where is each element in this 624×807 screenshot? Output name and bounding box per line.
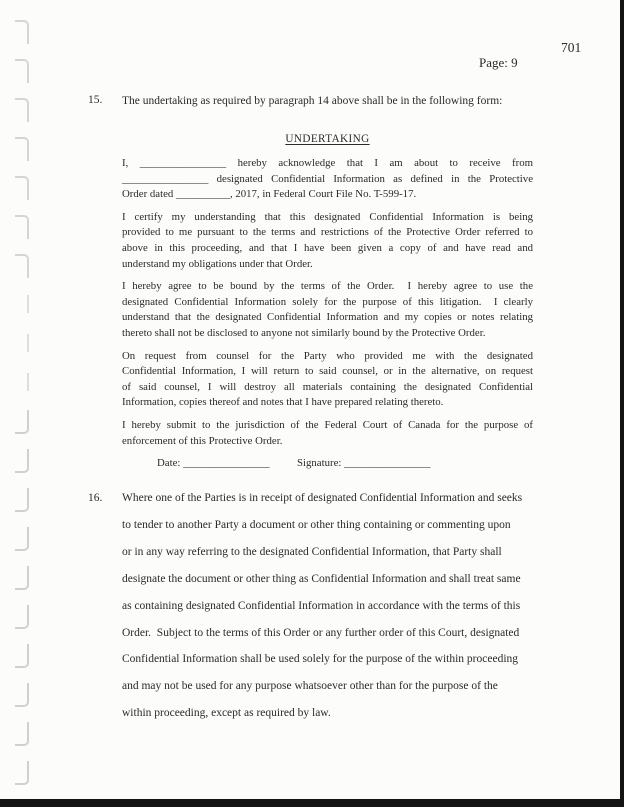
undertaking-paragraph [122, 349, 533, 411]
undertaking-line: I hereby submit to the jurisdiction of the Federal Court of Canada for the purpose of [122, 418, 533, 431]
undertaking-line: designated Confidential Information solely for the purpose of this litigation. I clearly [122, 295, 533, 308]
undertaking-line: understand my obligations under that Order. [122, 257, 313, 270]
signature-label: Signature: [297, 457, 342, 470]
binding-mark [15, 644, 29, 668]
undertaking-paragraph [122, 156, 533, 203]
binding-mark [15, 373, 29, 391]
binding-mark [15, 410, 29, 434]
undertaking-section [122, 132, 533, 472]
undertaking-line: I hereby agree to be bound by the terms of the Order. I hereby agree to use the [122, 280, 533, 293]
binding-mark [15, 137, 29, 161]
paragraph-16-line: as containing designated Confidential Information in accordance with the terms of this [122, 599, 521, 612]
paragraph-16-line: Order. Subject to the terms of this Order or any further order of this Court, designated [122, 626, 520, 639]
paragraph-16-line: Where one of the Parties is in receipt of designated Confidential Information and seeks [122, 492, 523, 504]
paragraph-16-line: designate the document or other thing as Confidential Information and shall treat same [122, 572, 521, 585]
binding-mark [15, 176, 29, 200]
binding-mark [15, 761, 29, 785]
paragraph-15-number: 15. [88, 94, 103, 106]
binding-mark [15, 254, 29, 278]
scan-edge-bottom [0, 799, 624, 807]
undertaking-line: provided to me pursuant to the terms and restrictions of the Protective Order referred to [122, 226, 533, 239]
paragraph-15-text: The undertaking as required by paragraph 14 above shall be in the following form: [122, 95, 503, 107]
undertaking-line: ________________ designated Confidential Information as defined in the Protective [122, 172, 533, 185]
paragraph-16-line: to tender to another Party a document or other thing containing or commenting upon [122, 518, 511, 531]
undertaking-line: thereto shall not be disclosed to anyone not similarly bound by the Protective Order. [122, 326, 486, 339]
undertaking-title: UNDERTAKING [285, 133, 370, 145]
signature-blank: ________________ [344, 457, 431, 470]
binding-mark [15, 59, 29, 83]
paragraph-16-line: and may not be used for any purpose whatsoever other than for the purpose of the [122, 680, 498, 693]
undertaking-line: I, ________________ hereby acknowledge that I am about to receive from [122, 157, 533, 169]
undertaking-line: understand that the designated Confidential Information and my copies or notes relating [122, 311, 533, 324]
paragraph-16-line: within proceeding, except as required by law. [122, 707, 331, 720]
paragraph-16-line: or in any way referring to the designated Confidential Information, that Party shall [122, 545, 502, 558]
undertaking-paragraphs [122, 156, 533, 449]
undertaking-paragraph [122, 418, 533, 449]
paragraph-16-number: 16. [88, 492, 103, 504]
paragraph-16-text [122, 485, 558, 727]
paragraph-16-line: Confidential Information shall be used solely for the purpose of the within proceeding [122, 653, 519, 666]
undertaking-paragraph [122, 210, 533, 272]
binding-mark [15, 449, 29, 473]
page-number-label: Page: 9 [479, 55, 518, 70]
date-blank: ________________ [183, 457, 270, 470]
undertaking-line: above in this proceeding, and that I have been given a copy of and have read and [122, 241, 533, 254]
date-label: Date: [157, 457, 181, 470]
binding-mark [15, 98, 29, 122]
undertaking-line: Confidential Information, I will return to said counsel, or in the alternative, on request [122, 365, 533, 378]
undertaking-line: I certify my understanding that this designated Confidential Information is being [122, 210, 533, 223]
undertaking-paragraph [122, 279, 533, 341]
binding-mark [15, 295, 29, 313]
binding-mark [15, 334, 29, 352]
date-field [157, 456, 269, 472]
scan-edge-right [620, 0, 624, 807]
date-signature-row [122, 456, 533, 472]
binding-mark [15, 722, 29, 746]
binding-mark [15, 566, 29, 590]
undertaking-line: On request from counsel for the Party who provided me with the designated [122, 349, 533, 362]
binding-mark [15, 527, 29, 551]
undertaking-line: Information, copies thereof and notes that I have prepared relating thereto. [122, 396, 444, 409]
binding-mark [15, 683, 29, 707]
binding-mark [15, 215, 29, 239]
binding-mark [15, 605, 29, 629]
undertaking-line: of said counsel, I will destroy all materials containing the designated Confidential [122, 380, 533, 393]
page-stamp-number: 701 [561, 40, 582, 55]
undertaking-line: Order dated __________, 2017, in Federal Court File No. T-599-17. [122, 188, 417, 201]
signature-field [297, 456, 430, 472]
undertaking-line: enforcement of this Protective Order. [122, 434, 283, 447]
binding-mark [15, 488, 29, 512]
binding-mark [15, 20, 29, 44]
